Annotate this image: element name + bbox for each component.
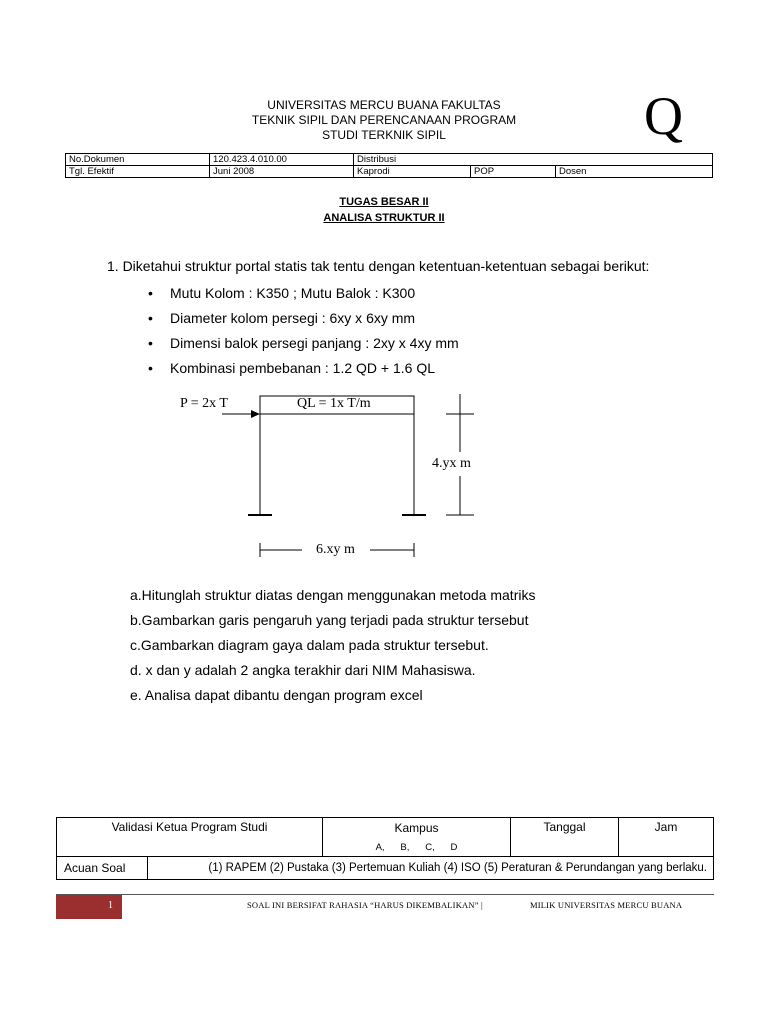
task-item: a.Hitunglah struktur diatas dengan menggunakan metoda matriks — [130, 587, 536, 603]
task-item: c.Gambarkan diagram gaya dalam pada struktur tersebut. — [130, 637, 489, 653]
header-line-3: STUDI TERKNIK SIPIL — [322, 128, 446, 142]
question-intro: 1. Diketahui struktur portal statis tak tentu dengan ketentuan-ketentuan sebagai berikut: — [107, 258, 650, 274]
bullet-text: Diameter kolom persegi : 6xy x 6xy mm — [170, 310, 416, 326]
meta-cell: Juni 2008 — [210, 166, 354, 178]
q-logo: Q — [644, 86, 683, 146]
meta-cell: Tgl. Efektif — [66, 166, 210, 178]
meta-cell: 120.423.4.010.00 — [210, 154, 354, 166]
meta-cell: Kaprodi — [354, 166, 471, 178]
validasi-cell: Validasi Ketua Program Studi — [57, 818, 323, 857]
footer-divider — [56, 894, 714, 895]
header-line-2: TEKNIK SIPIL DAN PERENCANAAN PROGRAM — [251, 113, 517, 127]
acuan-flex — [57, 857, 713, 879]
bullet-text: Kombinasi pembebanan : 1.2 QD + 1.6 QL — [170, 360, 435, 376]
load-arrow-head — [251, 410, 260, 418]
task-item: e. Analisa dapat dibantu dengan program excel — [130, 687, 423, 703]
bullet-icon: • — [148, 310, 153, 326]
task-item: d. x dan y adalah 2 angka terakhir dari NIM Mahasiswa. — [130, 662, 476, 678]
acuan-text: (1) RAPEM (2) Pustaka (3) Pertemuan Kuliah (4) ISO (5) Peraturan & Perundangan yang berlaku. — [208, 862, 707, 874]
acuan-container — [57, 857, 714, 880]
bullet-icon: • — [148, 360, 153, 376]
acuan-label: Acuan Soal — [57, 857, 148, 879]
bullet-text: Mutu Kolom : K350 ; Mutu Balok : K300 — [170, 285, 416, 301]
header-line-1: UNIVERSITAS MERCU BUANA FAKULTAS — [267, 98, 501, 112]
page-number: 1 — [108, 900, 113, 911]
confidential-notice: SOAL INI BERSIFAT RAHASIA “HARUS DIKEMBALIKAN” | — [247, 900, 483, 910]
validation-table — [56, 817, 714, 880]
kampus-header: Kampus — [323, 818, 511, 839]
bullet-text: Dimensi balok persegi panjang : 2xy x 4xy mm — [170, 335, 459, 351]
meta-cell: No.Dokumen — [66, 154, 210, 166]
kampus-options: A, B, C, D — [323, 839, 511, 857]
meta-cell: Dosen — [556, 166, 713, 178]
bullet-icon: • — [148, 335, 153, 351]
height-label: 4.yx m — [432, 456, 471, 471]
validation-row — [57, 818, 714, 839]
meta-cell: POP — [471, 166, 556, 178]
width-label: 6.xy m — [316, 542, 355, 557]
acuan-row — [57, 857, 714, 880]
meta-cell: Distribusi — [354, 154, 713, 166]
owner-notice: MILIK UNIVERSITAS MERCU BUANA — [530, 900, 683, 910]
load-p-label: P = 2x T — [180, 396, 228, 411]
load-ql-label: QL = 1x T/m — [297, 396, 371, 411]
tanggal-cell: Tanggal — [511, 818, 619, 857]
assignment-title: TUGAS BESAR II — [339, 196, 429, 208]
bullet-icon: • — [148, 285, 153, 301]
task-item: b.Gambarkan garis pengaruh yang terjadi pada struktur tersebut — [130, 612, 529, 628]
course-title: ANALISA STRUKTUR II — [323, 212, 445, 224]
jam-cell: Jam — [619, 818, 714, 857]
